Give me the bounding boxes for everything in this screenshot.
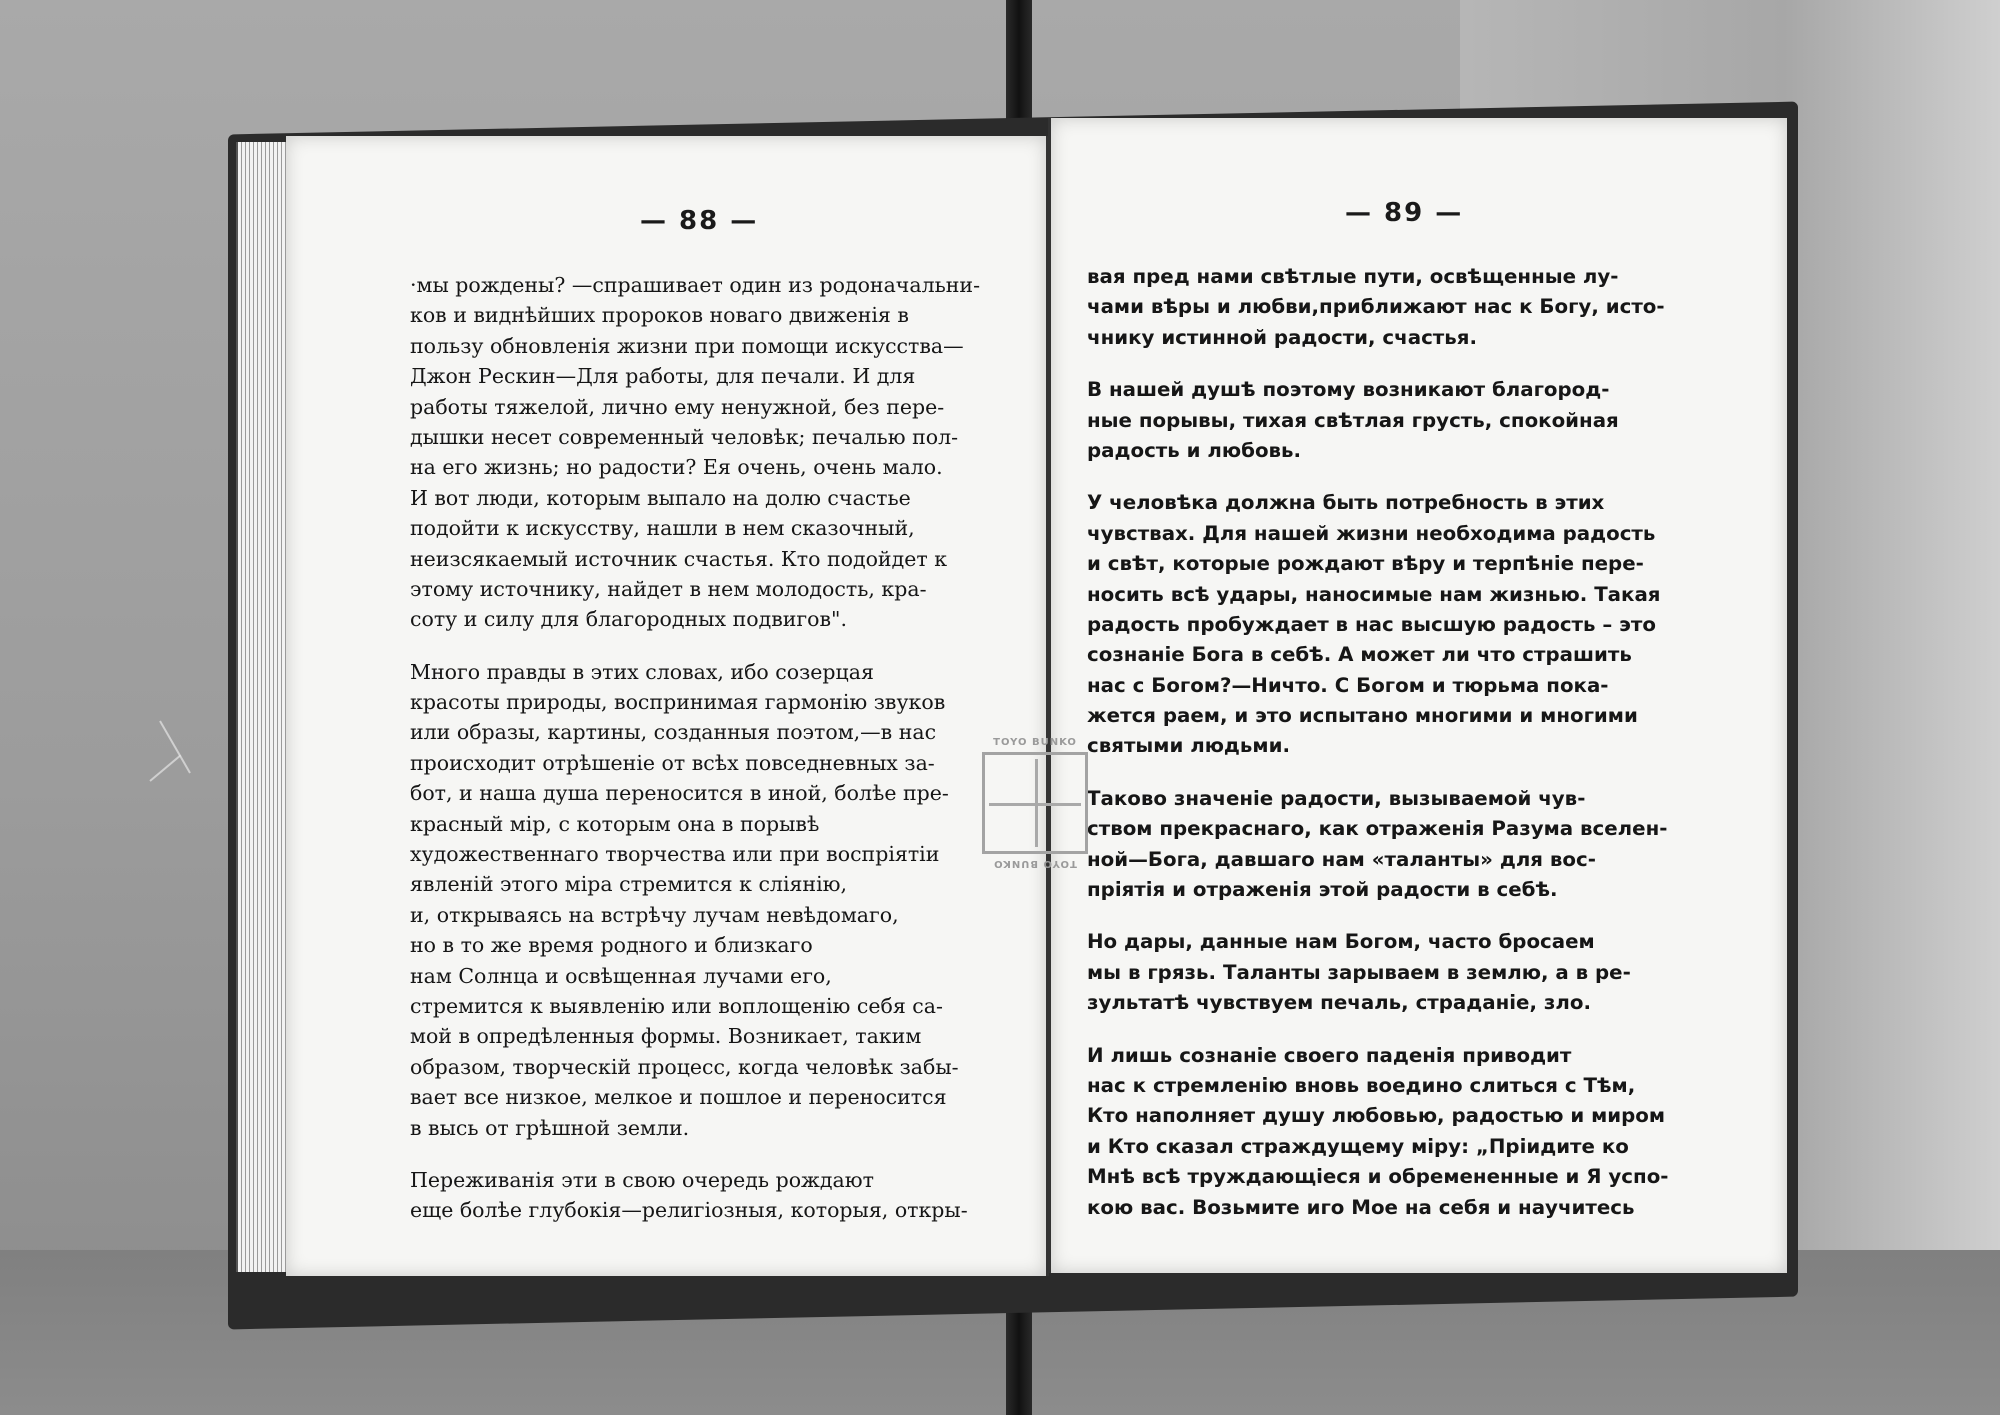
stamp-top-text: TOYO BUNKO bbox=[993, 737, 1077, 748]
text-line: мой в опредѣленныя формы. Возникает, таким bbox=[410, 1024, 922, 1049]
text-line: соту и силу для благородных подвигов". bbox=[410, 607, 847, 632]
text-line: ·мы рождены? —спрашивает один из родоначальни- bbox=[410, 273, 981, 297]
text-line: ков и виднѣйших пророков новаго движенія в bbox=[410, 303, 909, 328]
text-line: и Кто сказал страждущему міру: „Пріидите ко bbox=[1087, 1134, 1629, 1158]
text-line: ной—Бога, давшаго нам «таланты» для вос- bbox=[1087, 847, 1596, 871]
text-line: Переживанія эти в свою очередь рождают bbox=[410, 1167, 874, 1192]
text-line: Кто наполняет душу любовью, радостью и миром bbox=[1087, 1104, 1666, 1128]
text-line: носить всѣ удары, наносимые нам жизнью. Такая bbox=[1087, 582, 1661, 606]
text-line: В нашей душѣ поэтому возникают благород- bbox=[1087, 378, 1610, 402]
text-line: святыми людьми. bbox=[1087, 734, 1290, 758]
text-line: нам Солнца и освѣщенная лучами его, bbox=[410, 963, 832, 988]
right-page-text bbox=[1087, 262, 1669, 1223]
text-line: Но дары, данные нам Богом, часто бросаем bbox=[1087, 930, 1595, 954]
paragraph-gap bbox=[1087, 905, 1669, 927]
text-line: неизсякаемый источник счастья. Кто подойдет к bbox=[410, 546, 948, 571]
text-line: пользу обновленія жизни при помощи искусства— bbox=[410, 333, 964, 358]
left-page bbox=[286, 136, 1049, 1276]
text-line: вает все низкое, мелкое и пошлое и переносится bbox=[410, 1085, 947, 1110]
text-line: Джон Рескин—Для работы, для печали. И для bbox=[410, 364, 916, 389]
text-line: ные порывы, тихая свѣтлая грусть, спокойная bbox=[1087, 408, 1619, 432]
text-line: и, открываясь на встрѣчу лучам невѣдомаго, bbox=[410, 902, 899, 927]
text-line: вая пред нами свѣтлые пути, освѣщенные лу- bbox=[1087, 265, 1619, 288]
library-stamp bbox=[980, 736, 1090, 869]
text-line: красоты природы, воспринимая гармонію звуков bbox=[410, 690, 946, 715]
text-line: чнику истинной радости, счастья. bbox=[1087, 325, 1477, 349]
text-line: дышки несет современный человѣк; печалью пол- bbox=[410, 424, 959, 449]
text-line: зультатѣ чувствуем печаль, страданіе, зло. bbox=[1087, 991, 1591, 1015]
text-line: происходит отрѣшеніе от всѣх повседневных за- bbox=[410, 750, 935, 775]
text-line: У человѣка должна быть потребность в этих bbox=[1087, 491, 1605, 515]
text-line: бот, и наша душа переносится в иной, болѣе пре- bbox=[410, 781, 949, 806]
page-number-right: — 89 — bbox=[1345, 198, 1464, 228]
text-line: кою вас. Возьмите иго Мое на себя и научитесь bbox=[1087, 1195, 1635, 1219]
stamp-bottom-text: TOYO BUNKO bbox=[993, 858, 1077, 869]
seal-icon bbox=[982, 752, 1088, 854]
text-line: образом, творческій процесс, когда человѣк забы- bbox=[410, 1054, 959, 1079]
text-line: в высь от грѣшной земли. bbox=[410, 1115, 690, 1140]
page-edges bbox=[236, 142, 290, 1272]
text-line: мы в грязь. Таланты зарываем в землю, а в ре- bbox=[1087, 960, 1631, 984]
text-line: чами вѣры и любви,приближают нас к Богу, исто- bbox=[1087, 295, 1665, 319]
text-line: И вот люди, которым выпало на долю счастье bbox=[410, 485, 911, 510]
text-line: художественнаго творчества или при воспріятіи bbox=[410, 842, 940, 867]
text-line: стремится к выявленію или воплощенію себя са- bbox=[410, 993, 943, 1018]
page-number-left: — 88 — bbox=[640, 206, 759, 236]
text-line: радость пробуждает в нас высшую радость – это bbox=[1087, 612, 1656, 636]
text-line: чувствах. Для нашей жизни необходима радость bbox=[1087, 521, 1656, 545]
text-line: пріятія и отраженія этой радости в себѣ. bbox=[1087, 878, 1558, 902]
left-page-text bbox=[410, 270, 980, 1226]
text-line: Много правды в этих словах, ибо созерцая bbox=[410, 659, 874, 684]
text-line: или образы, картины, созданныя поэтом,—в нас bbox=[410, 720, 937, 745]
text-line: еще болѣе глубокія—религіозныя, которыя, откры- bbox=[410, 1198, 968, 1223]
paragraph-gap bbox=[1087, 1019, 1669, 1041]
paragraph-gap bbox=[410, 635, 980, 657]
text-line: сознаніе Бога в себѣ. А может ли что страшить bbox=[1087, 643, 1632, 667]
text-line: нас с Богом?—Ничто. С Богом и тюрьма пока- bbox=[1087, 673, 1609, 697]
text-line: красный мір, с которым она в порывѣ bbox=[410, 811, 820, 836]
text-line: на его жизнь; но радости? Ея очень, очень мало. bbox=[410, 455, 943, 480]
paragraph-gap bbox=[410, 1143, 980, 1165]
text-line: работы тяжелой, лично ему ненужной, без пере- bbox=[410, 394, 945, 419]
text-line: ством прекраснаго, как отраженія Разума вселен- bbox=[1087, 817, 1668, 841]
paragraph-gap bbox=[1087, 466, 1669, 488]
text-line: но в то же время родного и близкаго bbox=[410, 933, 813, 958]
text-line: и свѣт, которые рождают вѣру и терпѣніе пере- bbox=[1087, 552, 1644, 576]
text-line: жется раем, и это испытано многими и многими bbox=[1087, 704, 1638, 728]
text-line: И лишь сознаніе своего паденія приводит bbox=[1087, 1043, 1572, 1067]
text-line: подойти к искусству, нашли в нем сказочный, bbox=[410, 516, 915, 541]
text-line: явленій этого міра стремится к сліянію, bbox=[410, 872, 848, 897]
paragraph-gap bbox=[1087, 353, 1669, 375]
right-page bbox=[1048, 118, 1787, 1273]
text-line: Мнѣ всѣ труждающіеся и обремененные и Я успо- bbox=[1087, 1165, 1669, 1189]
text-line: радость и любовь. bbox=[1087, 438, 1302, 462]
text-line: нас к стремленію вновь воедино слиться с Тѣм, bbox=[1087, 1073, 1636, 1097]
text-line: этому источнику, найдет в нем молодость, кра- bbox=[410, 576, 927, 601]
paragraph-gap bbox=[1087, 762, 1669, 784]
text-line: Таково значеніе радости, вызываемой чув- bbox=[1087, 786, 1586, 810]
